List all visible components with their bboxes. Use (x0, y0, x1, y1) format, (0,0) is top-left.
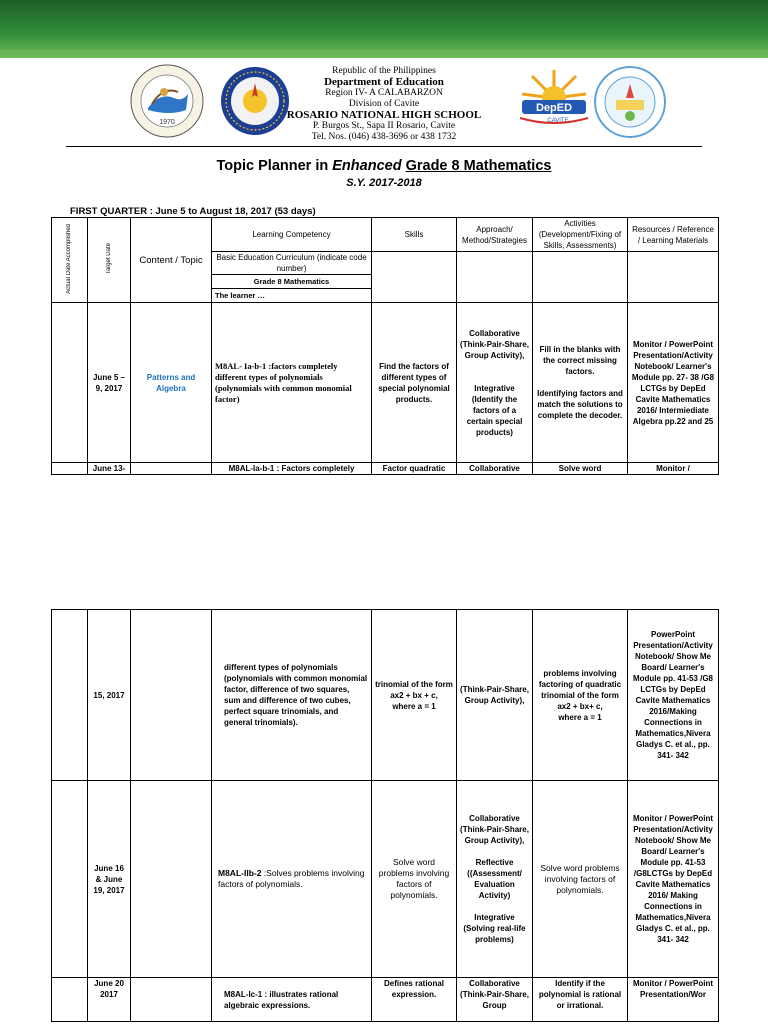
deped-logo (512, 68, 596, 130)
row3-competency (212, 781, 372, 978)
row4-approach: Collaborative (Think-Pair-Share, Group (457, 978, 533, 1022)
row1-activities: Fill in the blanks with the correct missing factors. Identifying factors and match the solutions to complete the decoder. (533, 303, 628, 463)
actual-date-cell (52, 303, 88, 463)
row2-code: M8AL-Ia-b-1 (228, 464, 275, 473)
actual-date-cell (52, 781, 88, 978)
row3-competency-text: :Solves problems involving factors of polynomials. (218, 868, 365, 889)
header-activities: Activities (Development/Fixing of Skills, Assessments) (533, 218, 628, 252)
letterhead (250, 66, 518, 143)
division-seal-logo (594, 66, 666, 138)
document-title (0, 158, 768, 174)
row1-competency (212, 303, 372, 463)
row1-resources: Monitor / PowerPoint Presentation/Activity Notebook/ Learner's Module pp. 27- 38 /G8 LCTGs by DepEd Cavite Mathematics 2016/ Intermiediate Algebra pp.22 and 25 (628, 303, 719, 463)
row4-competency-text: : illustrates rational algebraic expressions. (224, 989, 339, 1010)
school-year: S.Y. 2017-2018 (346, 177, 422, 189)
blank-cell (131, 463, 212, 475)
row2-approach-bottom: (Think-Pair-Share, Group Activity), (457, 610, 533, 781)
header-grade: Grade 8 Mathematics (212, 275, 372, 289)
title-subject: Grade 8 Mathematics (405, 158, 552, 174)
topic-planner-table-page2 (51, 609, 719, 1022)
school-address: P. Burgos St., Sapa II Rosario, Cavite (312, 121, 456, 131)
row1-target-date: June 5 – 9, 2017 (88, 303, 131, 463)
row4-skills: Defines rational expression. (372, 978, 457, 1022)
row1-skills: Find the factors of different types of special polynomial products. (372, 303, 457, 463)
row1-content: Patterns and Algebra (131, 303, 212, 463)
svg-text:1970: 1970 (159, 119, 175, 126)
svg-text:CAVITE: CAVITE (547, 118, 569, 124)
division-text: Division of Cavite (348, 99, 420, 109)
blank-cell (131, 781, 212, 978)
header-resources: Resources / Reference / Learning Materials (628, 218, 719, 252)
header-learner: The learner … (212, 289, 372, 303)
row1-competency-text: :factors completely different types of polynomials (polynomials with common monomial factor) (215, 360, 352, 404)
row4-target-date: June 20 2017 (88, 978, 131, 1022)
row4-activities: Identify if the polynomial is rational or irrational. (533, 978, 628, 1022)
header-bec: Basic Education Curriculum (indicate code number) (212, 252, 372, 275)
blank-cell (457, 252, 533, 303)
row3-approach: Collaborative (Think-Pair-Share, Group Activity), Reflective ((Assessment/ Evaluation Activity) Integrative (Solving real-life problems) (457, 781, 533, 978)
header-target-date: Target Date (88, 218, 131, 303)
blank-cell (131, 610, 212, 781)
letterhead-divider (66, 146, 702, 147)
header-skills: Skills (372, 218, 457, 252)
header-content-topic: Content / Topic (131, 218, 212, 303)
department-text: Department of Education (324, 76, 444, 88)
row2-skills-top: Factor quadratic (372, 463, 457, 475)
actual-date-cell (52, 610, 88, 781)
row3-target-date: June 16 & June 19, 2017 (88, 781, 131, 978)
blank-cell (533, 252, 628, 303)
row2-target-date-bottom: 15, 2017 (88, 610, 131, 781)
row2-resources-top: Monitor / (628, 463, 719, 475)
row3-activities: Solve word problems involving factors of polynomials. (533, 781, 628, 978)
row2-competency-top (212, 463, 372, 475)
row3-resources: Monitor / PowerPoint Presentation/Activity Notebook/ Show Me Board/ Learner's Module pp. 41-53 /G8LCTGs by DepEd Cavite Mathematics 2016/ Making Connections in Mathematics,Nivera Gladys C. et al., pp. 341- 342 (628, 781, 719, 978)
school-seal-logo (130, 64, 204, 138)
row2-competency-top-text: : Factors completely (274, 464, 355, 473)
row2-approach-top: Collaborative (457, 463, 533, 475)
blank-cell (372, 252, 457, 303)
topic-planner-table-page1 (51, 217, 719, 475)
header-approach: Approach/ Method/Strategies (457, 218, 533, 252)
actual-date-cell (52, 978, 88, 1022)
row1-approach: Collaborative (Think-Pair-Share, Group Activity), Integrative (Identify the factors of a certain special products) (457, 303, 533, 463)
banner-fade (0, 50, 768, 60)
row1-code: M8AL- Ia-b-1 (215, 360, 267, 371)
school-name: ROSARIO NATIONAL HIGH SCHOOL (286, 109, 482, 121)
row4-resources: Monitor / PowerPoint Presentation/Wor (628, 978, 719, 1022)
svg-text:DepED: DepED (535, 102, 573, 114)
row2-skills-bottom: trinomial of the form ax2 + bx + c, where a = 1 (372, 610, 457, 781)
quarter-label: FIRST QUARTER : June 5 to August 18, 2017 (53 days) (70, 206, 316, 217)
actual-date-cell (52, 463, 88, 475)
row3-code: M8AL-IIb-2 (218, 868, 262, 878)
republic-text: Republic of the Philippines (332, 66, 436, 76)
title-prefix: Topic Planner in (216, 158, 333, 174)
row2-competency-bottom: different types of polynomials (polynomials with common monomial factor, difference of two squares, sum and difference of two cubes, perfect square trinomials, and general trinomials). (212, 610, 372, 781)
blank-cell (131, 978, 212, 1022)
header-actual-date: Actual Date Accomplished (52, 218, 88, 303)
row2-target-date-top: June 13- (88, 463, 131, 475)
title-italic: Enhanced (332, 158, 402, 174)
row3-skills: Solve word problems involving factors of polynomials. (372, 781, 457, 978)
school-telephone: Tel. Nos. (046) 438-3696 or 438 1732 (311, 132, 457, 142)
row2-activities-bottom: problems involving factoring of quadratic trinomial of the form ax2 + bx+ c, where a = 1 (533, 610, 628, 781)
blank-cell (628, 252, 719, 303)
region-text: Region IV- A CALABARZON (325, 88, 443, 98)
row2-activities-top: Solve word (533, 463, 628, 475)
header-learning-competency: Learning Competency (212, 218, 372, 252)
row4-code: M8AL-Ic-1 (224, 989, 263, 999)
row4-competency (212, 978, 372, 1022)
row2-resources-bottom: PowerPoint Presentation/Activity Notebook/ Show Me Board/ Learner's Module pp. 41-53 /G8 LCTGs by DepEd Cavite Mathematics 2016/Making Connections in Mathematics,Nivera Gladys C. et al., pp. 341- 342 (628, 610, 719, 781)
